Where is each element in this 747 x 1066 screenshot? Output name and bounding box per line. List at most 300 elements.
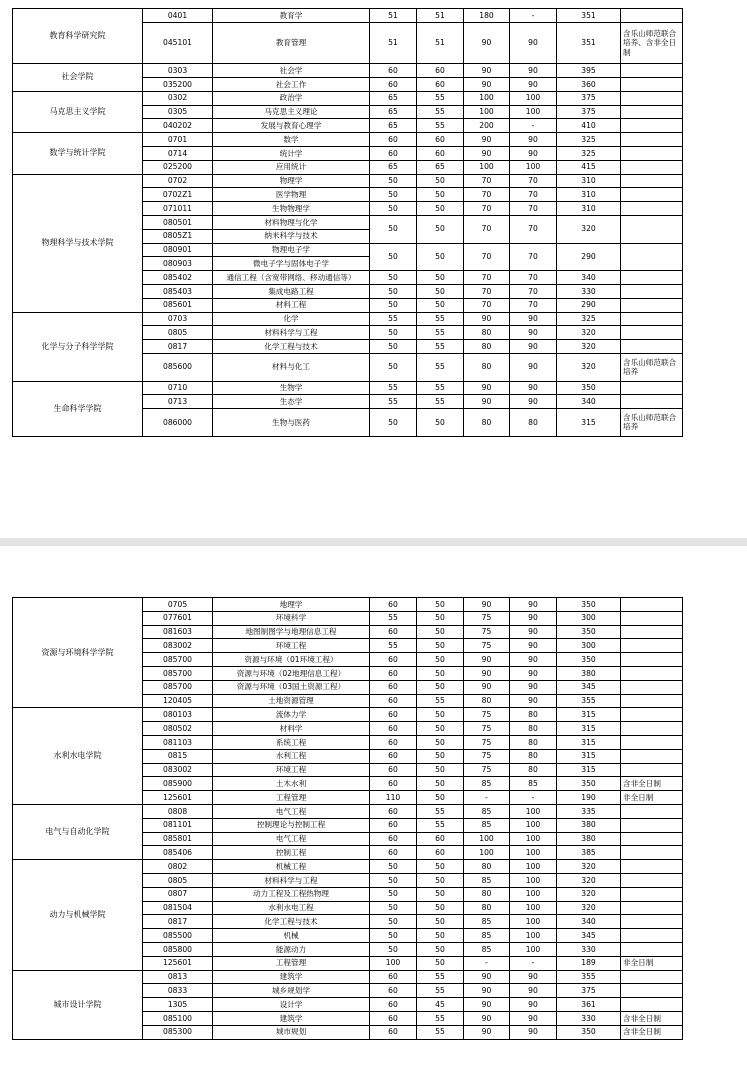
score-subject1-cell: 80 [464, 901, 510, 915]
total-score-cell: 189 [557, 956, 621, 970]
score-politics-cell: 50 [370, 942, 417, 956]
code-cell: 1305 [143, 998, 213, 1012]
code-cell: 085800 [143, 942, 213, 956]
score-subject2-cell: 90 [510, 653, 557, 667]
score-subject1-cell: 75 [464, 639, 510, 653]
score-politics-cell: 50 [370, 873, 417, 887]
note-cell [621, 860, 683, 874]
code-cell: 085300 [143, 1025, 213, 1039]
score-subject2-cell: 80 [510, 722, 557, 736]
code-cell: 080901 [143, 243, 213, 257]
code-cell: 0833 [143, 984, 213, 998]
note-cell [621, 284, 683, 298]
score-foreign-language-cell: 50 [417, 598, 464, 612]
code-cell: 0817 [143, 340, 213, 354]
major-cell: 水利工程 [213, 749, 370, 763]
score-foreign-language-cell: 55 [417, 340, 464, 354]
major-cell: 材料科学与工程 [213, 873, 370, 887]
note-cell [621, 64, 683, 78]
total-score-cell: 395 [557, 64, 621, 78]
code-cell: 085700 [143, 680, 213, 694]
note-cell [621, 763, 683, 777]
note-cell [621, 653, 683, 667]
major-cell: 材料与化工 [213, 353, 370, 381]
major-cell: 地图制图学与地理信息工程 [213, 625, 370, 639]
note-cell [621, 901, 683, 915]
major-cell: 工程管理 [213, 956, 370, 970]
score-politics-cell: 50 [370, 188, 417, 202]
note-cell [621, 133, 683, 147]
score-politics-cell: 60 [370, 133, 417, 147]
major-cell: 机械工程 [213, 860, 370, 874]
score-politics-cell: 60 [370, 804, 417, 818]
total-score-cell: 350 [557, 1025, 621, 1039]
score-subject2-cell: 70 [510, 215, 557, 243]
note-cell [621, 381, 683, 395]
code-cell: 085700 [143, 666, 213, 680]
note-cell: 含非全日制 [621, 777, 683, 791]
score-subject1-cell: 70 [464, 215, 510, 243]
score-subject2-cell: 85 [510, 777, 557, 791]
score-subject1-cell: 75 [464, 708, 510, 722]
score-foreign-language-cell: 50 [417, 409, 464, 437]
score-politics-cell: 50 [370, 409, 417, 437]
code-cell: 077601 [143, 611, 213, 625]
major-cell: 电气工程 [213, 832, 370, 846]
score-politics-cell: 60 [370, 1025, 417, 1039]
major-cell: 设计学 [213, 998, 370, 1012]
note-cell [621, 146, 683, 160]
total-score-cell: 380 [557, 832, 621, 846]
department-cell: 教育科学研究院 [13, 9, 143, 64]
score-foreign-language-cell: 55 [417, 395, 464, 409]
major-cell: 材料物理与化学 [213, 215, 370, 229]
score-politics-cell: 50 [370, 340, 417, 354]
code-cell: 035200 [143, 77, 213, 91]
score-table [12, 597, 683, 1040]
score-subject1-cell: 70 [464, 284, 510, 298]
score-foreign-language-cell: 55 [417, 1025, 464, 1039]
score-politics-cell: 60 [370, 694, 417, 708]
score-politics-cell: 60 [370, 777, 417, 791]
score-subject1-cell: 100 [464, 105, 510, 119]
score-subject1-cell: 70 [464, 202, 510, 216]
note-cell [621, 929, 683, 943]
code-cell: 085100 [143, 1011, 213, 1025]
score-foreign-language-cell: 55 [417, 91, 464, 105]
table-row [13, 708, 683, 722]
note-cell: 含乐山师范联合培养 [621, 353, 683, 381]
total-score-cell: 351 [557, 9, 621, 23]
score-subject2-cell: 90 [510, 326, 557, 340]
major-cell: 化学工程与技术 [213, 915, 370, 929]
department-cell: 动力与机械学院 [13, 860, 143, 970]
total-score-cell: 320 [557, 887, 621, 901]
major-cell: 医学物理 [213, 188, 370, 202]
total-score-cell: 330 [557, 1011, 621, 1025]
score-subject1-cell: 85 [464, 929, 510, 943]
total-score-cell: 315 [557, 735, 621, 749]
major-cell: 统计学 [213, 146, 370, 160]
total-score-cell: 290 [557, 298, 621, 312]
score-subject1-cell: - [464, 956, 510, 970]
score-subject2-cell: 90 [510, 22, 557, 63]
score-subject1-cell: 90 [464, 77, 510, 91]
score-foreign-language-cell: 50 [417, 243, 464, 271]
score-subject1-cell: 85 [464, 915, 510, 929]
score-subject1-cell: 70 [464, 174, 510, 188]
note-cell [621, 160, 683, 174]
code-cell: 081603 [143, 625, 213, 639]
score-foreign-language-cell: 50 [417, 680, 464, 694]
score-foreign-language-cell: 50 [417, 722, 464, 736]
score-politics-cell: 60 [370, 653, 417, 667]
table-row [13, 860, 683, 874]
total-score-cell: 310 [557, 188, 621, 202]
major-cell: 政治学 [213, 91, 370, 105]
major-cell: 物理电子学 [213, 243, 370, 257]
total-score-cell: 375 [557, 984, 621, 998]
score-subject2-cell: 90 [510, 381, 557, 395]
score-politics-cell: 50 [370, 174, 417, 188]
score-politics-cell: 60 [370, 998, 417, 1012]
note-cell [621, 312, 683, 326]
score-foreign-language-cell: 55 [417, 105, 464, 119]
score-subject1-cell: 80 [464, 353, 510, 381]
score-subject1-cell: 85 [464, 942, 510, 956]
score-subject1-cell: 80 [464, 340, 510, 354]
score-foreign-language-cell: 50 [417, 298, 464, 312]
total-score-cell: 330 [557, 284, 621, 298]
score-foreign-language-cell: 50 [417, 763, 464, 777]
department-cell: 水利水电学院 [13, 708, 143, 805]
score-politics-cell: 60 [370, 818, 417, 832]
note-cell: 含非全日制 [621, 1025, 683, 1039]
major-cell: 控制工程 [213, 846, 370, 860]
major-cell: 土地资源管理 [213, 694, 370, 708]
code-cell: 0805Z1 [143, 229, 213, 243]
score-subject1-cell: 90 [464, 680, 510, 694]
code-cell: 0701 [143, 133, 213, 147]
total-score-cell: 375 [557, 91, 621, 105]
score-subject2-cell: 90 [510, 625, 557, 639]
total-score-cell: 350 [557, 381, 621, 395]
total-score-cell: 310 [557, 202, 621, 216]
score-subject1-cell: 80 [464, 887, 510, 901]
note-cell [621, 298, 683, 312]
total-score-cell: 340 [557, 271, 621, 285]
major-cell: 能源动力 [213, 942, 370, 956]
score-subject1-cell: 90 [464, 395, 510, 409]
score-subject2-cell: 90 [510, 598, 557, 612]
score-subject2-cell: 90 [510, 611, 557, 625]
score-subject2-cell: 90 [510, 312, 557, 326]
score-foreign-language-cell: 50 [417, 271, 464, 285]
department-cell: 化学与分子科学学院 [13, 312, 143, 381]
code-cell: 0808 [143, 804, 213, 818]
major-cell: 环境工程 [213, 763, 370, 777]
major-cell: 建筑学 [213, 970, 370, 984]
department-cell: 电气与自动化学院 [13, 804, 143, 859]
score-politics-cell: 60 [370, 64, 417, 78]
score-subject2-cell: 90 [510, 1011, 557, 1025]
score-politics-cell: 50 [370, 271, 417, 285]
score-subject1-cell: - [464, 791, 510, 805]
code-cell: 085403 [143, 284, 213, 298]
code-cell: 085801 [143, 832, 213, 846]
total-score-cell: 320 [557, 873, 621, 887]
total-score-cell: 315 [557, 708, 621, 722]
total-score-cell: 320 [557, 353, 621, 381]
score-subject2-cell: 100 [510, 873, 557, 887]
total-score-cell: 315 [557, 749, 621, 763]
score-politics-cell: 55 [370, 381, 417, 395]
score-subject1-cell: 180 [464, 9, 510, 23]
score-politics-cell: 60 [370, 763, 417, 777]
total-score-cell: 315 [557, 409, 621, 437]
score-politics-cell: 60 [370, 708, 417, 722]
score-politics-cell: 50 [370, 915, 417, 929]
code-cell: 071011 [143, 202, 213, 216]
score-politics-cell: 60 [370, 598, 417, 612]
score-subject1-cell: 90 [464, 312, 510, 326]
table-row [13, 91, 683, 105]
score-subject2-cell: 90 [510, 1025, 557, 1039]
score-subject2-cell: 90 [510, 680, 557, 694]
score-subject2-cell: 90 [510, 639, 557, 653]
score-foreign-language-cell: 60 [417, 77, 464, 91]
note-cell [621, 202, 683, 216]
score-subject2-cell: 100 [510, 887, 557, 901]
score-foreign-language-cell: 55 [417, 326, 464, 340]
score-subject1-cell: 100 [464, 160, 510, 174]
score-politics-cell: 50 [370, 326, 417, 340]
code-cell: 0805 [143, 326, 213, 340]
total-score-cell: 351 [557, 22, 621, 63]
major-cell: 应用统计 [213, 160, 370, 174]
total-score-cell: 325 [557, 312, 621, 326]
code-cell: 085601 [143, 298, 213, 312]
table-row [13, 598, 683, 612]
code-cell: 120405 [143, 694, 213, 708]
total-score-cell: 355 [557, 694, 621, 708]
total-score-cell: 375 [557, 105, 621, 119]
score-subject1-cell: 90 [464, 970, 510, 984]
code-cell: 085500 [143, 929, 213, 943]
score-subject1-cell: 100 [464, 832, 510, 846]
score-foreign-language-cell: 60 [417, 64, 464, 78]
score-foreign-language-cell: 60 [417, 846, 464, 860]
score-subject2-cell: 100 [510, 860, 557, 874]
score-subject2-cell: 100 [510, 91, 557, 105]
total-score-cell: 320 [557, 340, 621, 354]
code-cell: 085402 [143, 271, 213, 285]
score-subject1-cell: 75 [464, 625, 510, 639]
score-politics-cell: 55 [370, 312, 417, 326]
score-foreign-language-cell: 50 [417, 901, 464, 915]
score-subject1-cell: 70 [464, 298, 510, 312]
major-cell: 生物物理学 [213, 202, 370, 216]
score-foreign-language-cell: 60 [417, 146, 464, 160]
code-cell: 0813 [143, 970, 213, 984]
total-score-cell: 320 [557, 901, 621, 915]
score-foreign-language-cell: 60 [417, 832, 464, 846]
note-cell [621, 749, 683, 763]
score-politics-cell: 50 [370, 202, 417, 216]
note-cell [621, 915, 683, 929]
code-cell: 025200 [143, 160, 213, 174]
major-cell: 纳米科学与技术 [213, 229, 370, 243]
total-score-cell: 360 [557, 77, 621, 91]
note-cell: 含乐山师范联合培养、含非全日制 [621, 22, 683, 63]
score-subject1-cell: 90 [464, 598, 510, 612]
code-cell: 125601 [143, 791, 213, 805]
score-politics-cell: 60 [370, 625, 417, 639]
major-cell: 材料科学与工程 [213, 326, 370, 340]
major-cell: 城市规划 [213, 1025, 370, 1039]
score-subject2-cell: 70 [510, 188, 557, 202]
major-cell: 机械 [213, 929, 370, 943]
major-cell: 系统工程 [213, 735, 370, 749]
score-subject2-cell: 90 [510, 694, 557, 708]
score-foreign-language-cell: 50 [417, 708, 464, 722]
note-cell [621, 873, 683, 887]
code-cell: 0817 [143, 915, 213, 929]
code-cell: 0703 [143, 312, 213, 326]
score-subject2-cell: 100 [510, 901, 557, 915]
note-cell [621, 395, 683, 409]
score-politics-cell: 50 [370, 298, 417, 312]
major-cell: 控制理论与控制工程 [213, 818, 370, 832]
code-cell: 0815 [143, 749, 213, 763]
major-cell: 流体力学 [213, 708, 370, 722]
code-cell: 085700 [143, 653, 213, 667]
score-subject2-cell: 100 [510, 942, 557, 956]
score-foreign-language-cell: 55 [417, 1011, 464, 1025]
score-foreign-language-cell: 50 [417, 956, 464, 970]
code-cell: 085900 [143, 777, 213, 791]
total-score-cell: 415 [557, 160, 621, 174]
code-cell: 0401 [143, 9, 213, 23]
score-subject2-cell: 90 [510, 133, 557, 147]
major-cell: 教育管理 [213, 22, 370, 63]
score-subject1-cell: 90 [464, 22, 510, 63]
score-subject2-cell: 80 [510, 409, 557, 437]
score-foreign-language-cell: 55 [417, 353, 464, 381]
score-subject2-cell: 100 [510, 846, 557, 860]
score-politics-cell: 55 [370, 611, 417, 625]
score-politics-cell: 100 [370, 956, 417, 970]
code-cell: 081101 [143, 818, 213, 832]
score-subject1-cell: 75 [464, 763, 510, 777]
note-cell [621, 998, 683, 1012]
score-politics-cell: 60 [370, 846, 417, 860]
major-cell: 社会工作 [213, 77, 370, 91]
department-cell: 物理科学与技术学院 [13, 174, 143, 312]
note-cell: 非全日制 [621, 791, 683, 805]
total-score-cell: 345 [557, 680, 621, 694]
total-score-cell: 355 [557, 970, 621, 984]
total-score-cell: 325 [557, 133, 621, 147]
score-politics-cell: 65 [370, 119, 417, 133]
score-subject2-cell: 80 [510, 749, 557, 763]
score-foreign-language-cell: 50 [417, 735, 464, 749]
note-cell: 含非全日制 [621, 1011, 683, 1025]
major-cell: 化学工程与技术 [213, 340, 370, 354]
score-foreign-language-cell: 45 [417, 998, 464, 1012]
major-cell: 生态学 [213, 395, 370, 409]
total-score-cell: 300 [557, 611, 621, 625]
score-foreign-language-cell: 50 [417, 174, 464, 188]
code-cell: 083002 [143, 639, 213, 653]
score-subject2-cell: 80 [510, 708, 557, 722]
major-cell: 材料工程 [213, 298, 370, 312]
major-cell: 环境工程 [213, 639, 370, 653]
total-score-cell: 320 [557, 215, 621, 243]
note-cell [621, 680, 683, 694]
score-foreign-language-cell: 50 [417, 915, 464, 929]
score-subject1-cell: 90 [464, 1025, 510, 1039]
score-subject1-cell: 75 [464, 611, 510, 625]
major-cell: 地理学 [213, 598, 370, 612]
code-cell: 0305 [143, 105, 213, 119]
score-subject2-cell: 100 [510, 818, 557, 832]
score-foreign-language-cell: 51 [417, 9, 464, 23]
note-cell [621, 818, 683, 832]
major-cell: 马克思主义理论 [213, 105, 370, 119]
major-cell: 动力工程及工程热物理 [213, 887, 370, 901]
score-subject1-cell: 85 [464, 818, 510, 832]
note-cell [621, 105, 683, 119]
score-subject1-cell: 70 [464, 271, 510, 285]
score-subject2-cell: 100 [510, 929, 557, 943]
total-score-cell: 290 [557, 243, 621, 271]
score-foreign-language-cell: 55 [417, 984, 464, 998]
major-cell: 微电子学与固体电子学 [213, 257, 370, 271]
score-politics-cell: 60 [370, 666, 417, 680]
score-subject2-cell: 90 [510, 340, 557, 354]
note-cell [621, 77, 683, 91]
score-subject1-cell: 90 [464, 1011, 510, 1025]
note-cell [621, 887, 683, 901]
code-cell: 081504 [143, 901, 213, 915]
major-cell: 资源与环境（02地理信息工程） [213, 666, 370, 680]
total-score-cell: 345 [557, 929, 621, 943]
note-cell [621, 832, 683, 846]
total-score-cell: 350 [557, 653, 621, 667]
score-foreign-language-cell: 55 [417, 818, 464, 832]
score-subject2-cell: 90 [510, 984, 557, 998]
score-subject1-cell: 80 [464, 409, 510, 437]
score-foreign-language-cell: 55 [417, 119, 464, 133]
score-subject2-cell: 70 [510, 202, 557, 216]
score-subject1-cell: 75 [464, 749, 510, 763]
code-cell: 080501 [143, 215, 213, 229]
score-subject2-cell: 100 [510, 160, 557, 174]
score-foreign-language-cell: 50 [417, 215, 464, 243]
note-cell [621, 735, 683, 749]
code-cell: 0702 [143, 174, 213, 188]
score-subject2-cell: 70 [510, 271, 557, 285]
code-cell: 085600 [143, 353, 213, 381]
score-foreign-language-cell: 50 [417, 887, 464, 901]
note-cell [621, 271, 683, 285]
score-politics-cell: 50 [370, 901, 417, 915]
score-subject1-cell: 75 [464, 722, 510, 736]
score-foreign-language-cell: 65 [417, 160, 464, 174]
score-subject2-cell: - [510, 119, 557, 133]
code-cell: 080502 [143, 722, 213, 736]
